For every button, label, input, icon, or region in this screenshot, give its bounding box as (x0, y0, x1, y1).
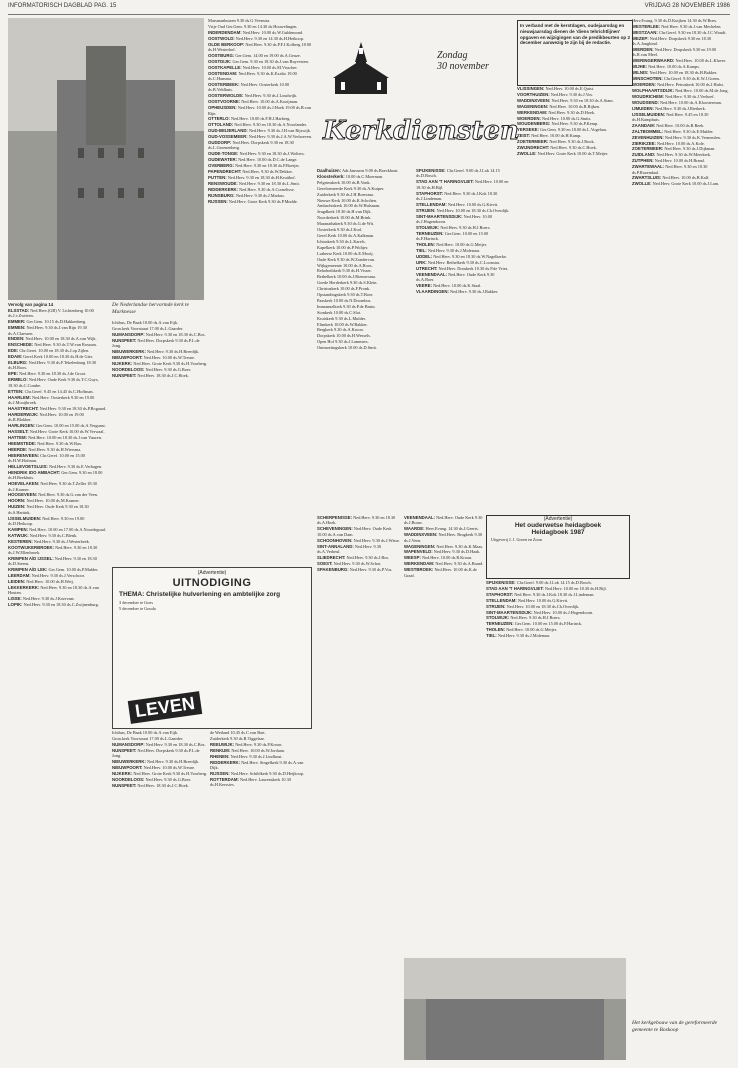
photo1-caption-title: De Nederlandse hervormde kerk (112, 302, 184, 308)
listing-entry: Nieuwe Kerk 10.00 ds.K.Scholten. (317, 197, 378, 203)
listing-entry: ZWOLLE: Ned.Herv. Grote Kerk 10.00 ds.J.Lam. (632, 181, 720, 187)
listing-entry: Bethelkerk 10.00 ds.J.Riemersma. (317, 274, 376, 280)
listing-entry: RIDDERKERK: Ned.Herv. Singelkerk 9.30 ds.A.van Dijk. (210, 759, 304, 770)
listing-entry: EDAM: Geref.Kerk 10.00 en 18.30 ds.H.de Gier. (8, 354, 93, 360)
column-low-1 (112, 730, 208, 1060)
listing-entry: STAD AAN 'T HARINGVLIET: Ned.Herv. 10.00 en 18.30 ds.H.Bijl. (416, 179, 509, 190)
listing-entry: OPHEUSDEN: Ned.Herv. 10.00 ds.J.Hoek 19.00 ds.B.van Rijn. (208, 105, 311, 116)
column-low-4 (404, 515, 484, 955)
listing-entry: Oosterkerk 9.30 ds.J.Krol. (317, 227, 363, 233)
listing-entry: Zuiderkerk 9.30 ds.J.H.Boersma. (317, 191, 374, 197)
listing-entry: VEERE: Ned.Herv. 10.00 ds.K.Staal. (416, 283, 482, 289)
listing-entry: WIERINGERWAARD: Ned.Herv. 10.00 ds.L.Klaver. (632, 58, 727, 64)
listing-entry: PUTTEN: Ned.Herv. 9.30 en 18.30 ds.H.Kruithof. (208, 174, 296, 180)
listing-entry: WOUDENBERG: Ned.Herv. 9.30 ds.P.Kemp. (517, 121, 599, 127)
listing-entry: STELLENDAM: Ned.Herv. 10.00 ds.G.Kievit. (416, 201, 499, 207)
listing-entry: WEESP: Ned.Herv. 10.00 ds.R.Kroon. (404, 555, 473, 561)
listing-entry: Gron.kerk Voorstraat 17.00 ds.L.Gaarder. (112, 325, 184, 331)
listing-entry: ERMELO: Ned.Herv. Oude Kerk 9.30 ds.T.C.Guys, 18.30 ds.C.Combe. (8, 377, 99, 388)
listing-entry: Vrije Oud Ger.Gem. 9.30 en 14.30 ds.Houwelingen. (208, 23, 298, 29)
listing-entry: OOSTENDAM: Ned.Herv. 9.30 ds.K.Exalto 19.00 ds.C.Hansma. (208, 70, 297, 82)
page-header (8, 0, 730, 15)
listing-entry: STAPHORST: Ned.Herv. 9.30 ds.J.Kok 18.30 ds.J.Lindeman. (486, 591, 595, 597)
church-photo-boskoop (404, 958, 626, 1060)
listing-entry: VEENENDAAL: Ned.Herv. Oude Kerk 9.30 ds.J.Bouw. (404, 515, 483, 526)
listing-entry: OUDEWATER: Ned.Herv. 10.00 ds.D.C.de Lange. (208, 157, 298, 163)
listing-entry: HEEMSTEDE: Ned.Herv. 9.30 ds.W.Bax. (8, 440, 83, 446)
listing-entry: WESTZAAN: Chr.Geref. 9.30 en 18.30 ds.J.C.Woudt. (632, 29, 727, 35)
listing-entry: Oude Kerk 9.30 ds.W.Zondervan. (317, 256, 375, 262)
listing-entry: NUNSPEET: Ned.Herv. Dorpskerk 9.30 ds.P.L.de Jong. (112, 747, 200, 759)
listing-entry: LEIDEN: Ned.Herv. 10.00 ds.H.Weij. (8, 579, 74, 584)
listing-entry: WESTERLEE: Ned.Herv. 9.30 ds.J.van Mechelen. (632, 23, 722, 29)
header-left: INFORMATORISCH DAGBLAD PAG. 15 (8, 3, 117, 9)
listing-entry: SINT-MAARTENSDIJK: Ned.Herv. 10.00 ds.J.Hogendoorn. (416, 213, 492, 225)
listing-entry: HAASTRECHT: Ned.Herv. 9.30 en 18.30 ds.P.Bogaard. (8, 405, 107, 411)
column-low-5 (486, 580, 628, 845)
column-low-3 (317, 515, 401, 1060)
listing-entry: NUNSPEET: Ned.Herv. 18.30 ds.J.C.Hoek. (112, 372, 189, 378)
listing-entry: KOOTWIJKERBROEK: Ned.Herv. 9.30 en 18.30 ds.J.W.Ellenbroek. (8, 544, 98, 555)
listing-entry: OOSTBURG: Ger.Gem. 14.00 en 19.00 ds.A.Geuze. (208, 52, 301, 58)
listing-entry: OOSTERBEEK: Ned.Herv. Oosterkerk 10.00 ds.B.Veldhuis. (208, 81, 290, 93)
listing-entry: Gereformeerde Kerk 9.30 ds.A.Kuiper. (317, 185, 385, 191)
listing-entry: OOSTERWOLDE: Ned.Herv. 9.30 ds.J.Loudwijk. (208, 93, 298, 99)
masthead-day: Zondag (437, 50, 468, 61)
listing-entry: WOERDEN: Ned.Herv. Petruskerk 10.00 ds.J.Hulst. (632, 81, 724, 87)
listing-entry: KAMPEN: Ned.Herv. 10.00 en 17.00 ds.A.Noordegraaf. (8, 526, 107, 532)
masthead-datetext: 30 november (437, 61, 489, 72)
listing-entry: KRIMPEN A/D IJSSEL: Ned.Herv. 9.30 en 18.30 ds.D.Steens. (8, 555, 97, 567)
photo1-caption (112, 302, 208, 315)
ad-label: (Advertentie) (197, 570, 227, 576)
listing-entry: NOORDELOOS: Ned.Herv. 9.30 ds.G.Boer. (112, 776, 192, 782)
listing-entry: SPIJKENISSE: Chr.Geref. 9.00 ds.J.Lok 14.15 ds.D.Bosch. (416, 168, 500, 179)
listing-entry: Ichthus, De Baak 10.00 ds.A.van Eijk. (112, 320, 179, 325)
listing-entry: ZWARTSLUIS: Ned.Herv. 10.00 ds.B.Kalf. (632, 175, 710, 181)
listing-entry: Dorpskerk 10.00 ds.H.Wessels. (317, 333, 371, 339)
listing-entry: HOORN: Ned.Herv. 10.00 ds.M.Kramer. (8, 498, 80, 504)
column-4b (517, 86, 629, 510)
listing-entry: HOOGEVEEN: Ned.Herv. 9.30 ds.G.van der Veen. (8, 492, 98, 498)
listing-entry: EMMER: Ger.Gem. 10.15 ds.D.Hakkenberg. (8, 319, 87, 325)
listing-entry: ELSSTAD: Ned.Herv.(GB) V. Lichtenberg 10.00 ds.J.v.Zwieten. (8, 307, 94, 319)
listing-entry: Maranathakerk 9.30 ds.G.de Wit. (317, 221, 375, 227)
listing-entry: HEERDE: Ned.Herv. 9.30 ds.H.Wiersma. (8, 446, 82, 452)
listing-entry: YERSEKE: Ger.Gem. 9.30 en 18.00 ds.L.Vogelaar. (517, 127, 607, 133)
listing-entry: HASSELT: Ned.Herv. Grote Kerk 10.00 ds.W.Verwaal. (8, 428, 105, 434)
column-2 (208, 18, 312, 564)
listing-entry: OUD-BEIJERLAND: Ned.Herv. 9.30 ds.J.H.van Rijswijk. (208, 128, 311, 134)
ad-theme: THEMA: Christelijke hulverlening en ambtelijke zorg (119, 591, 281, 598)
header-right: VRIJDAG 28 NOVEMBER 1986 (644, 3, 730, 9)
listing-entry: WAARDE: Herv.Evang. 14.30 ds.J.Geerts. (404, 526, 479, 532)
listing-entry: SCHOONHOVEN: Ned.Herv. 9.30 ds.J.Wisse. (317, 537, 400, 543)
masthead-title: Kerkdiensten (323, 116, 519, 146)
listing-entry: TERNEUZEN: Ger.Gem. 10.00 en 15.00 ds.F.Harinck. (486, 621, 583, 627)
intro-box: In verband met de kerstdagen, oudejaarsdag en nieuwjaarsdag dienen de 'diens tehrichtlijnen' opgaven en wijzigingen van de predikbeurten op 2 december aanwezig te zijn bij de redactie. (517, 20, 633, 86)
listing-entry: LOPIK: Ned.Herv. 9.30 en 18.30 ds.C.Zwijnenburg. (8, 602, 99, 608)
ad-heidagboek (486, 515, 630, 579)
listing-entry: VEENENDAAL: Ned.Herv. Oude Kerk 9.30 ds.A.Boer. (416, 271, 495, 283)
listing-entry: WAPENVELD: Ned.Herv. 9.30 ds.D.Haak. (404, 549, 481, 555)
listing-entry: Lutherse Kerk 10.00 ds.E.Mooij. (317, 250, 374, 256)
listing-entry: STOLWIJK: Ned.Herv. 9.30 ds.H.J.Boers. (416, 225, 491, 231)
listing-entry: HUIZEN: Ned.Herv. Oude Kerk 9.30 en 18.30 ds.S.Hartink. (8, 504, 89, 515)
listing-entry: RHENEN: Ned.Herv. 9.30 ds.J.Lindhout. (210, 753, 283, 759)
listing-entry: WADDINXVEEN: Ned.Herv. Brugkerk 9.30 ds.J.Veen. (404, 532, 483, 543)
listing-entry: VLISSINGEN: Ned.Herv. 10.00 ds.E.Quist. (517, 86, 594, 91)
listing-entry: Gron.kerk Voorstraat 17.00 ds.L.Gaarder. (112, 735, 184, 741)
listing-entry: Open Hof 9.30 ds.J.Lammers. (317, 339, 369, 345)
listing-entry: HATTEM: Ned.Herv. 10.00 en 18.30 ds.J.van Vuuren. (8, 434, 102, 440)
listing-entry: EMMEN: Ned.Herv. 9.30 ds.J.van Rijn 19.30 ds.A.Claessen. (8, 325, 87, 336)
photo2-caption: Het kerkgebouw van de gereformeerde gemeente te Boskoop (632, 1020, 718, 1033)
listing-entry: SINT-MAARTENSDIJK: Ned.Herv. 10.00 ds.J.Hogendoorn. (486, 609, 594, 615)
listing-entry: OOSTWOLD: Ned.Herv. 9.30 en 14.30 ds.H.Heikoop. (208, 35, 304, 41)
listing-entry: Zuiderkerk 9.30 ds.R.Tiggelaar. (210, 735, 265, 741)
listing-entry: Noorderkerk 10.00 ds.M.Brink. (317, 215, 372, 221)
listing-entry: HARDERWIJK: Ned.Herv. 10.00 en 19.00 ds.R.Blokker. (8, 411, 84, 423)
listing-entry: TERNEUZEN: Ger.Gem. 10.00 en 15.00 ds.F.Harinck. (416, 230, 489, 242)
listing-entry: SLIEDRECHT: Ned.Herv. 9.30 ds.J.Bos. (317, 554, 390, 560)
listing-entry: SCHEVENINGEN: Ned.Herv. Oude Kerk 10.00 ds.A.van Dam. (317, 526, 392, 537)
listing-entry: NIEUWPOORT: Ned.Herv. 10.00 ds.W.Treure. (112, 354, 196, 360)
listing-entry: STOLWIJK: Ned.Herv. 9.30 ds.H.J.Boers. (486, 615, 561, 621)
listing-entry: WADDINXVEEN: Ned.Herv. 9.30 en 18.30 ds.A.Stam. (517, 97, 614, 103)
listing-entry: Ichtuskerk 9.30 ds.L.Karels. (317, 238, 366, 244)
listing-entry: NIJKERK: Ned.Herv. Grote Kerk 9.30 ds.H.Voorberg. (112, 770, 208, 776)
listing-entry: STRIJEN: Ned.Herv. 10.00 en 18.30 ds.Ch.Overdijk. (486, 603, 580, 609)
listing-entry: Elimkerk 10.00 ds.W.Bakker. (317, 321, 368, 327)
listing-entry: ZUTPHEN: Ned.Herv. 10.00 ds.H.Brand. (632, 158, 705, 164)
listing-entry: WOUDRICHEM: Ned.Herv. 9.30 ds.J.Verhoef. (632, 93, 715, 99)
listing-entry: NIEUWERKERK: Ned.Herv. 9.30 ds.H.Breedijk. (112, 759, 200, 765)
listing-entry: IJSSELMUIDEN: Ned.Herv. 9.45 en 18.30 ds.H.Kamphuis. (632, 111, 709, 122)
listing-entry: OOSTVOORNE: Ned.Herv. 10.00 ds.A.Kooijman. (208, 99, 299, 105)
listing-entry: HOEVELAKEN: Ned.Herv. 9.30 ds.T.Zeller 18.30 ds.J.Kramer. (8, 481, 97, 492)
column-2a (112, 320, 208, 565)
listing-entry: ZIERIKZEE: Ned.Herv. 10.00 ds.A.Kole. (632, 140, 705, 146)
listing-entry: WAGENINGEN: Ned.Herv. 9.30 ds.K.Maas. (404, 543, 484, 549)
listing-entry: WILNIS: Ned.Herv. 10.00 en 18.30 ds.H.Bakker. (632, 70, 718, 76)
col1-title: Vervolg van pagina 14 (8, 302, 54, 307)
listing-entry: RIJSSEN: Ned.Herv. Schildkerk 9.30 ds.D.Heijkoop. (210, 770, 305, 776)
listing-entry: OTTERLO: Ned.Herv. 10.00 ds.F.H.J.Harberg. (208, 116, 291, 122)
listing-entry: ZAANDAM: Ned.Herv. 10.00 ds.R.Beek. (632, 122, 705, 128)
listing-entry: PAPENDRECHT: Ned.Herv. 9.30 ds.W.Dekker. (208, 169, 293, 175)
listing-entry: ZWOLLE: Ned.Herv. Grote Kerk 10.00 ds.T.Meijer. (517, 150, 609, 156)
listing-entry: NUNSPEET: Ned.Herv. Dorpskerk 9.30 ds.P.L.de Jong. (112, 337, 200, 349)
listing-entry: SPAKENBURG: Ned.Herv. 9.30 ds.P.Vos. (317, 566, 393, 572)
listing-entry: WOERDEN: Ned.Herv. 10.00 ds.G.Smits. (517, 115, 592, 121)
ad2-title: Het ouderwetse heidagboek (514, 522, 602, 529)
listing-entry: WOLPHAARTSDIJK: Ned.Herv. 10.00 ds.M.de Jong. (632, 87, 729, 93)
listing-entry: ZOETERMEER: Ned.Herv. 9.30 ds.J.Rook. (517, 139, 595, 145)
ad-date1: 3 december te Goes (119, 600, 154, 606)
listing-entry: Herv.Evang. 9.30 ds.D.Kuijken 14.30 ds.W.Boes. (632, 18, 718, 23)
listing-entry: NIEUWPOORT: Ned.Herv. 10.00 ds.W.Treure. (112, 764, 196, 770)
masthead-date (437, 50, 489, 72)
listing-entry: WINSCHOTEN: Chr.Geref. 9.30 ds.K.W.J.Goens. (632, 76, 721, 82)
listing-entry: WOUDSEND: Ned.Herv. 10.00 ds.A.Kloosterman. (632, 99, 722, 105)
listing-entry: Kruiskerk 9.30 ds.L.Mulder. (317, 315, 366, 321)
listing-entry: Immanuelkerk 9.30 ds.P.de Bruin. (317, 303, 376, 309)
listing-entry: Sionkerk 10.00 ds.C.Slot. (317, 309, 362, 315)
ad-body (113, 590, 311, 613)
listing-entry: Kloosterkerk: 10.00 ds.C.Moerman. (317, 173, 384, 179)
listing-entry: EPE: Ned.Herv. 9.30 en 18.30 ds.J.de Groot. (8, 371, 87, 377)
listing-entry: HARLINGEN: Ger.Gem. 10.00 en 15.00 ds.A.Vergunst. (8, 423, 106, 429)
listing-entry: KATWIJK: Ned.Herv. 9.30 ds.C.Blenk. (8, 532, 78, 538)
ad-date2: 5 december te Gouda (119, 605, 156, 611)
listing-entry: WESTBROEK: Ned.Herv. 10.00 ds.K.de Graaf. (404, 567, 478, 578)
listing-entry: ZEVENHUIZEN: Ned.Herv. 9.30 ds.K.Vermeulen. (632, 134, 721, 140)
listing-entry: UTRECHT: Ned.Herv. Domkerk 10.30 ds.P.de Vries. (416, 265, 509, 271)
listing-entry: Opstandingskerk 9.30 ds.T.Boer. (317, 292, 374, 298)
church-icon (329, 40, 393, 96)
column-5 (632, 18, 732, 1058)
column-3 (317, 168, 413, 513)
listing-entry: SINT-ANNALAND: Ned.Herv. 9.30 ds.A.Verheul. (317, 543, 382, 554)
listing-entry: Geref.Kerk 10.00 ds.A.Kalkman. (317, 232, 375, 238)
listing-entry: IJMUIDEN: Ned.Herv. 9.30 ds.J.Rietkerk. (632, 105, 706, 111)
photo1-caption-sub: te Marknesse (112, 302, 189, 315)
listing-entry: WEZEP: Ned.Herv. Dorpskerk 9.30 en 18.30 ds.A.Jongkind. (632, 35, 712, 47)
listing-entry: STELLENDAM: Ned.Herv. 10.00 ds.G.Kievit. (486, 597, 569, 603)
listing-entry: ZALTBOMMEL: Ned.Herv. 9.30 ds.E.Mulder. (632, 128, 714, 134)
listing-entry: IJSSELMUIDEN: Ned.Herv. 9.30 en 19.00 ds.D.Heikoop. (8, 515, 85, 526)
listing-entry: THOLEN: Ned.Herv. 10.00 ds.G.Meijer. (416, 242, 487, 248)
listing-entry: WAGENINGEN: Ned.Herv. 10.00 ds.B.Rijken. (517, 103, 601, 109)
listing-entry: Christuskerk 10.00 ds.F.Pronk. (317, 286, 371, 292)
ad2-address: Uitgeverij J. J. Groen en Zoon (491, 537, 542, 542)
column-1 (8, 302, 108, 1057)
leven-logo: LEVEN (128, 691, 203, 724)
column-4 (416, 168, 512, 513)
listing-entry: Daalhuizen: Adr.Janssens 9.00 ds.Boeckhout. (317, 168, 399, 173)
listing-entry: OOSTDIJK: Ger.Gem. 9.30 en 18.30 ds.J.van Ruyvesten. (208, 58, 309, 64)
listing-entry: SCHERPENISSE: Ned.Herv. 9.30 en 18.30 ds.A.Hoek. (317, 515, 396, 526)
listing-entry: Rehobothkerk 9.30 ds.H.Visser. (317, 268, 372, 274)
listing-entry: HEERENVEEN: Chr.Geref. 10.00 en 15.00 ds.H.W.Hofman. (8, 452, 85, 463)
listing-entry: de Wetland 10.45 ds.C.van Bart. (210, 730, 266, 735)
listing-entry: Bergkerk 9.30 ds.A.Kroon. (317, 327, 364, 333)
listing-entry: ZWIJNDRECHT: Ned.Herv. 9.30 ds.C.Hoek. (517, 145, 597, 151)
listing-entry: NUMANSDORP: Ned.Herv. 9.30 en 18.30 ds.C.Bos. (112, 331, 206, 337)
listing-entry: SPIJKENISSE: Chr.Geref. 9.00 ds.J.Lok 14.15 ds.D.Bosch. (486, 580, 592, 585)
listing-entry: KRIMPEN A/D LEK: Ger.Gem. 10.00 ds.P.Mulder. (8, 567, 99, 573)
listing-entry: HAARLEM: Ned.Herv. Oosterkerk 9.30 en 19.00 ds.J.Mooijbroek. (8, 394, 95, 405)
listing-entry: LISSE: Ned.Herv. 9.30 ds.J.Korevaar. (8, 596, 75, 602)
listing-entry: ZOETERMEER: Ned.Herv. 9.30 ds.J.Dijkman. (632, 146, 716, 152)
listing-entry: HENDRIK IDO AMBACHT: Ger.Gem. 9.30 en 18.00 ds.H.Beekhuis. (8, 469, 103, 481)
listing-entry: ZEIST: Ned.Herv. 10.00 ds.H.Kamp. (517, 133, 582, 139)
listing-entry: ENDEN: Ned.Herv. 10.00 en 18.30 ds.A.van Wijk. (8, 336, 97, 342)
column-low-2 (210, 730, 310, 1060)
listing-entry: RENSWOUDE: Ned.Herv. 9.30 en 18.30 ds.L.Smit. (208, 180, 300, 186)
kerkdiensten-masthead (317, 22, 519, 162)
listing-entry: ENSCHEDE: Ned.Herv. 9.30 ds.T.W.van Rossum. (8, 342, 97, 348)
listing-entry: OLDE BERKOOP: Ned.Herv. 9.30 ds.P.F.J.Kolberg 18.00 ds.H.Westerhof. (208, 41, 312, 53)
listing-entry: WERKENDAM: Ned.Herv. 9.30 ds.A.Brand. (404, 561, 484, 567)
listing-entry: EDE: Chr.Gerei. 10.00 en 18.30 ds.J.op Zijlen. (8, 348, 90, 354)
listing-entry: OTTOLAND: Ned.Herv. 9.30 en 18.30 ds.A.Noorlander. (208, 122, 307, 128)
listing-entry: RENKUM: Ned.Herv. 10.00 ds.W.Jordaan. (210, 747, 285, 753)
listing-entry: OUDDORP: Ned.Herv. Dorpskerk 9.30 en 18.30 ds.L.Groenenberg. (208, 140, 294, 151)
listing-entry: VOORTHUIZEN: Ned.Herv. 9.30 ds.J.Vos. (517, 91, 594, 97)
listing-entry: KESTEREN: Ned.Herv. 9.30 ds.J.Westerbeek. (8, 538, 90, 544)
listing-entry: Paaskerk 10.00 ds.N.Doornbos. (317, 297, 372, 303)
ad2-label: (Advertentie) (543, 516, 573, 522)
listing-entry: ETTEN: Chr.Geref. 9.45 en 14.45 ds.C.Hoffman. (8, 388, 94, 394)
listing-entry: Pelgrimskerk 10.00 ds.B.Vonk. (317, 179, 371, 185)
listing-entry: RIJNSBURG: Ned.Herv. 9.30 ds.J.Markus. (208, 192, 285, 198)
listing-entry: THOLEN: Ned.Herv. 10.00 ds.G.Meijer. (486, 627, 557, 633)
listing-entry: ROTTERDAM: Ned.Herv. Laurenskerk 10.30 ds.H.Kerssies. (210, 776, 291, 788)
listing-entry: OOSTKAPELLE: Ned.Herv. 10.00 ds.M.Visscher. (208, 64, 298, 70)
listing-entry: Kapelkerk 10.00 ds.P.Woltjer. (317, 244, 369, 250)
listing-entry: Goede Herderkerk 9.30 ds.S.Klein. (317, 280, 378, 286)
listing-entry: Ambachtskerk 10.00 ds.W.Hulsman. (317, 203, 381, 209)
listing-entry: ELBURG: Ned.Herv. 9.30 ds.F.Tekelenburg 18.30 ds.H.Roos. (8, 360, 97, 371)
ad2-year: Heidagboek 1987 (531, 529, 585, 536)
listing-entry: STRIJEN: Ned.Herv. 10.00 en 18.30 ds.Ch.Overdijk. (416, 207, 510, 213)
listing-entry: Jeugdkerk 18.30 ds.H.van Dijk. (317, 209, 372, 215)
listing-entry: NOORDELOOS: Ned.Herv. 9.30 ds.G.Boer. (112, 366, 192, 372)
listing-entry: STAPHORST: Ned.Herv. 9.30 ds.J.Kok 18.30 ds.J.Lindeman. (416, 190, 498, 202)
ad-uitnodiging (112, 567, 312, 729)
listing-entry: ZUIDLAND: Ned.Herv. 9.30 ds.W.Meerkerk. (632, 152, 712, 158)
church-photo-marknesse (8, 18, 204, 300)
listing-entry: TIEL: Ned.Herv. 9.30 ds.J.Molenaar. (416, 248, 481, 254)
listing-entry: NUMANSDORP: Ned.Herv. 9.30 en 18.30 ds.C.Bos. (112, 741, 206, 747)
listing-entry: Ontmoetingskerk 10.00 ds.D.Smit. (317, 345, 377, 351)
listing-entry: NIEUWERKERK: Ned.Herv. 9.30 ds.H.Breedijk. (112, 349, 200, 355)
listing-entry: REEUWIJK: Ned.Herv. 9.30 ds.P.Kroon. (210, 741, 283, 747)
listing-entry: Wijkgemeente 10.00 ds.A.Roos. (317, 262, 373, 268)
listing-entry: UDDEL: Ned.Herv. 9.30 en 18.30 ds.W.Nagelkerke. (416, 254, 507, 260)
listing-entry: WERKENDAM: Ned.Herv. 9.30 ds.D.Hoek. (517, 109, 596, 115)
listing-entry: OUDE-TONGE: Ned.Herv. 9.30 en 18.30 ds.J.Wolters. (208, 151, 305, 157)
listing-entry: RIDDERKERK: Ned.Herv. 9.30 ds.A.Cornelisse. (208, 186, 295, 192)
listing-entry: LEERDAM: Ned.Herv. 9.30 ds.J.Verschoor. (8, 573, 85, 579)
listing-entry: WIJHE: Ned.Herv. 10.00 ds.A.Kamps. (632, 64, 700, 70)
listing-entry: URK: Ned.Herv. Bethelkerk 9.30 ds.C.Loonstra. (416, 260, 501, 265)
listing-entry: TIEL: Ned.Herv. 9.30 ds.J.Molenaar. (486, 633, 551, 639)
listing-entry: SOEST: Ned.Herv. 9.30 ds.W.Schot. (317, 560, 382, 566)
listing-entry: NUNSPEET: Ned.Herv. 18.30 ds.J.C.Hoek. (112, 782, 189, 788)
listing-entry: ZWARTEWAAL: Ned.Herv. 9.30 en 18.30 ds.P.Rozendaal. (632, 164, 708, 175)
listing-entry: WIERDEN: Ned.Herv. Dorpskerk 9.30 en 19.00 ds.R.van Meel. (632, 47, 717, 58)
listing-entry: HELLEVOETSLUIS: Ned.Herv. 9.30 ds.E.Verhagen. (8, 463, 103, 469)
listing-entry: INDERDENDAM: Ned.Herv. 10.00 ds.W.Guldemond. (208, 29, 304, 35)
ad-title: UITNODIGING (172, 577, 252, 589)
listing-entry: OVERBERG: Ned.Herv. 9.30 en 18.30 ds.P.Boeijer. (208, 163, 300, 169)
listing-entry: RIJSSEN: Ned.Herv. Grote Kerk 9.30 ds.P.Mudde. (208, 198, 298, 204)
listing-entry: NIJKERK: Ned.Herv. Grote Kerk 9.30 ds.H.Voorberg. (112, 360, 208, 366)
listing-entry: Ichthus, De Baak 10.00 ds.A.van Eijk. (112, 730, 179, 735)
listing-entry: Marsmanhuizen 9.30 ds.G.Veenstra. (208, 18, 271, 23)
listing-entry: STAD AAN 'T HARINGVLIET: Ned.Herv. 10.00 en 18.30 ds.H.Bijl. (486, 585, 607, 591)
listing-entry: VLAARDINGEN: Ned.Herv. 9.30 ds.J.Bakker. (416, 289, 499, 295)
listing-entry: LEKKERKERK: Ned.Herv. 9.30 en 18.30 ds.A.van Houten. (8, 584, 99, 596)
listing-entry: OUD-VOSSEMEER: Ned.Herv. 9.30 ds.J.A.W.Verhoeven. (208, 134, 312, 140)
